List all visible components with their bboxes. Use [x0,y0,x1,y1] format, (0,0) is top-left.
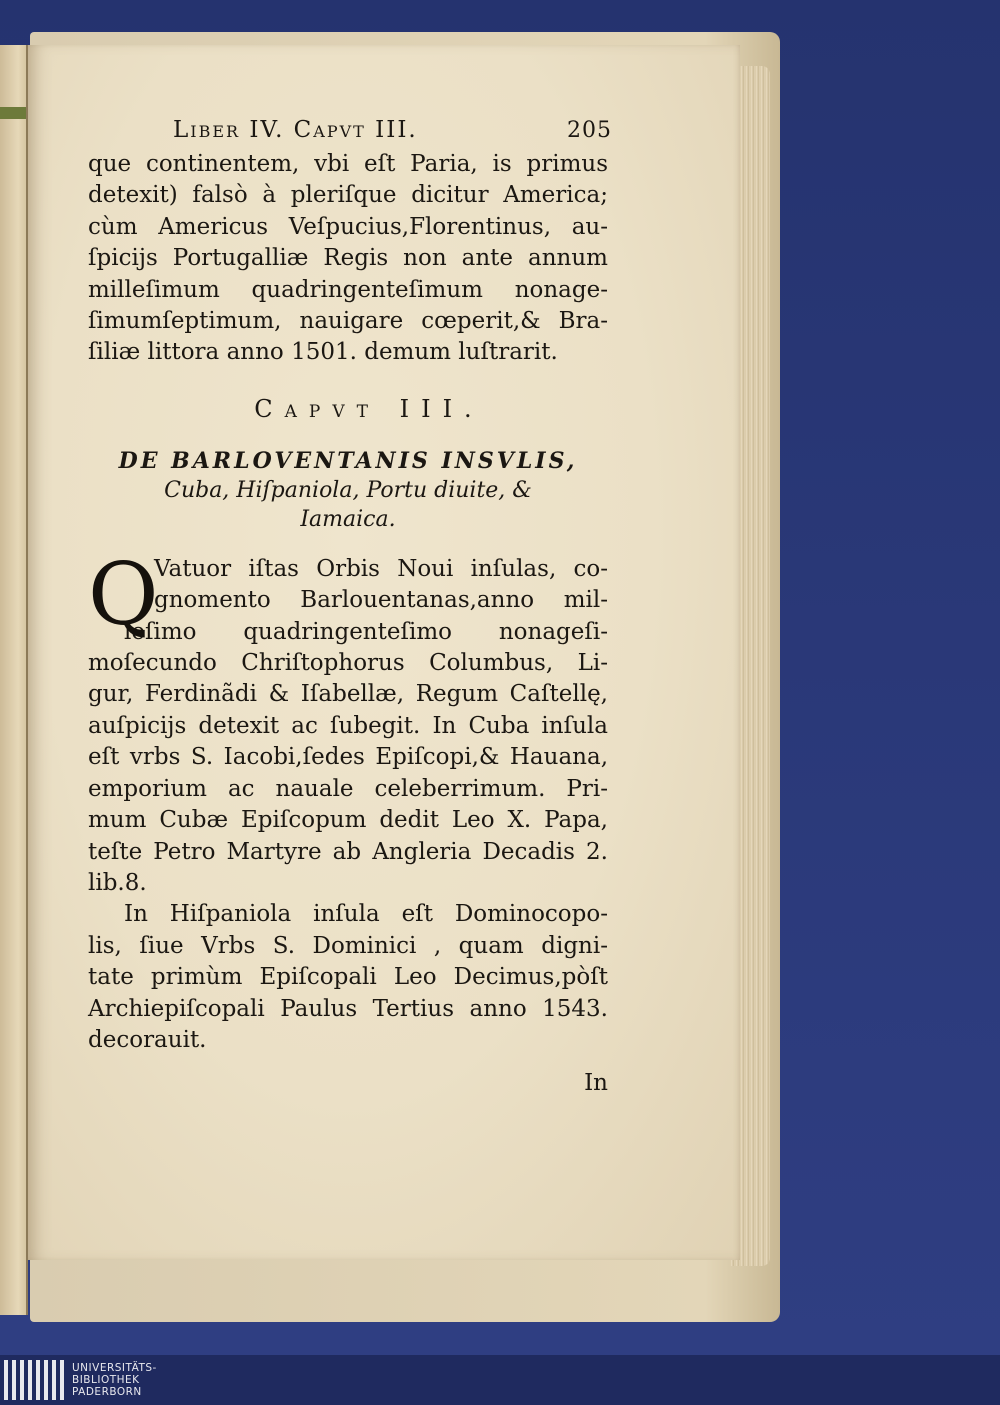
text-line: Archiepiſcopali Paulus Tertius anno 1543. [88,995,608,1022]
logo-line: PADERBORN [72,1386,142,1398]
text-line: milleſimum quadringenteſimum nonage- [88,276,608,303]
text-line: detexit) falsò à pleriſque dicitur America; [88,182,608,209]
chapter-subheading [88,447,608,534]
binding-tape [0,107,26,119]
subheading-line: DE BARLOVENTANIS INSVLIS, [118,447,578,474]
text-line: cùm Americus Veſpucius,Florentinus, au- [88,213,608,240]
text-line: eſt vrbs S. Iacobi,ſedes Epiſcopi,& Hauana, [88,744,608,771]
page-number: 205 [567,118,612,143]
second-paragraph-block [88,544,608,899]
text-line: In Hiſpaniola inſula eſt Dominocopo- [124,901,608,928]
page-content [88,117,612,1110]
text-line: lib.8. [88,869,147,896]
subheading-line: Cuba, Hiſpaniola, Portu diuite, & [164,477,532,503]
chapter-heading: Capvt III. [254,394,484,423]
library-footer [0,1355,1000,1405]
library-logo-text [72,1362,157,1398]
left-page-edge [0,45,28,1315]
text-line: Vatuor iſtas Orbis Noui inſulas, co- [154,555,608,582]
text-line: lis, ſiue Vrbs S. Dominici , quam digni- [88,932,608,959]
text-line: gnomento Barlouentanas,anno mil- [154,587,608,614]
running-head-title: Liber IV. Capvt III. [173,117,418,143]
running-head [173,117,612,143]
text-line: decorauit. [88,1026,207,1053]
book-page [28,45,740,1260]
drop-cap: Q [88,544,159,645]
third-paragraph [88,899,608,1056]
logo-line: UNIVERSITÄTS- [72,1362,157,1374]
catchword-row [88,1070,608,1110]
library-logo-icon [4,1360,64,1400]
text-line: que continentem, vbi eſt Paria, is primus [88,151,608,177]
text-line: ſimumſeptimum, nauigare cœperit,& Bra- [88,308,608,335]
top-paragraph [88,149,608,369]
text-line: ſpicijs Portugalliæ Regis non ante annum [88,245,608,272]
subheading-line: Iamaica. [300,506,396,532]
text-line: tate primùm Epiſcopali Leo Decimus,pòſt [88,964,608,991]
text-line: auſpicijs detexit ac ſubegit. In Cuba inſula [88,712,608,739]
logo-line: BIBLIOTHEK [72,1374,140,1386]
text-line: mum Cubæ Epiſcopum dedit Leo X. Papa, [88,807,608,834]
text-line: emporium ac nauale celeberrimum. Pri- [88,775,608,802]
text-line: ſiliæ littora anno 1501. demum luſtrarit. [88,339,558,366]
text-line: moſecundo Chriſtophorus Columbus, Li- [88,650,608,677]
text-line: gur, Ferdinãdi & Iſabellæ, Regum Caſtellę, [88,681,608,708]
text-line: leſimo quadringenteſimo nonageſi- [124,618,608,645]
second-paragraph [88,544,608,899]
catchword: In [584,1070,608,1097]
text-line: teſte Petro Martyre ab Angleria Decadis 2. [88,838,608,865]
